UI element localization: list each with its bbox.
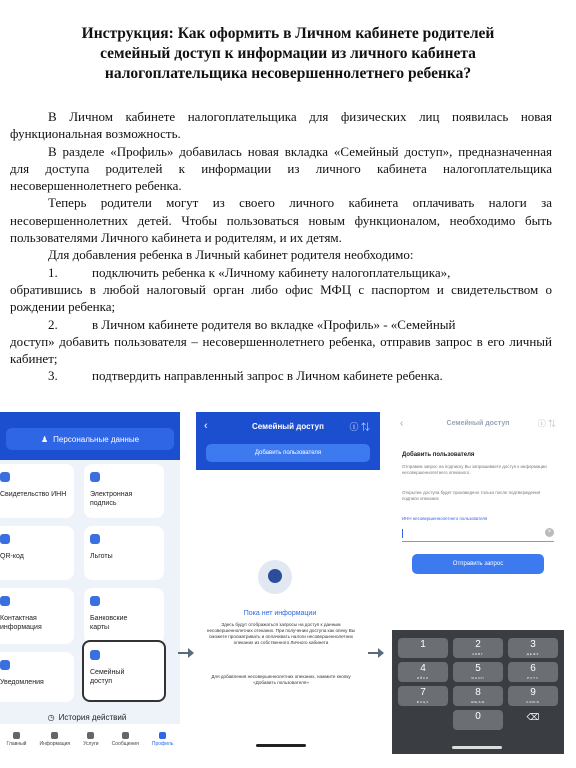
step-2	[10, 316, 552, 368]
send-request-button[interactable]: Отправить запрос	[412, 554, 544, 574]
card-contact-info[interactable]	[0, 588, 74, 644]
info-sort-icon[interactable]: ⓘ ⇅	[537, 419, 556, 428]
key-3[interactable]: 3 ДЕЖЗ	[508, 638, 558, 658]
body-text	[10, 108, 552, 385]
numeric-keypad	[392, 630, 564, 754]
tab-label: Профиль	[151, 740, 174, 747]
home-icon	[13, 732, 20, 739]
info-sort-icon[interactable]: ⓘ ⇅	[349, 422, 370, 432]
key-8[interactable]: 8 ШЩЪЫ	[453, 686, 503, 706]
card-label: Банковские карты	[90, 615, 128, 631]
arrow-right-icon	[368, 648, 384, 658]
key-2[interactable]: 2 АБВГ	[453, 638, 503, 658]
card-family-access[interactable]	[82, 640, 166, 702]
step-1	[10, 264, 552, 316]
card-benefits[interactable]	[84, 526, 164, 580]
card-bank-cards[interactable]	[84, 588, 164, 644]
card-inn-certificate[interactable]	[0, 464, 74, 518]
step-text: подтвердить направленный запрос в Личном кабинете ребенка.	[92, 368, 443, 384]
form-title: Добавить пользователя	[402, 452, 475, 458]
tab-services[interactable]	[83, 732, 98, 747]
history-label: История действий	[58, 712, 127, 722]
tab-profile[interactable]	[152, 732, 174, 747]
empty-state-text: Здесь будут отображаться запросы на доступ к данным несовершеннолетних отеканих. При получении доступа как опеку Вы сможете просматривать и оплачивать налоги несовершеннолетних опеканих из собственного Личного кабинета	[206, 622, 356, 645]
personal-data-button[interactable]	[6, 428, 174, 450]
profile-screenshot	[0, 412, 180, 754]
certificate-icon	[0, 472, 10, 482]
add-hint-text: Для добавления несовершеннолетних опеканих, нажмите кнопку «Добавить пользователя»	[211, 674, 351, 685]
card-qr-code[interactable]	[0, 526, 74, 580]
card-label: Контактная информация	[0, 615, 42, 631]
step-number: 3.	[48, 368, 58, 384]
arrow-right-icon	[178, 648, 194, 658]
form-text-1: Отправим запрос на подписку Вы запрашиваете доступ к информации несовершеннолетнего опеканого.	[402, 464, 547, 475]
key-6[interactable]: 6 РСТУ	[508, 662, 558, 682]
paragraph-1: В Личном кабинете налогоплательщика для физических лиц появилась новая функциональная возможность.	[10, 109, 552, 142]
card-label: Семейный доступ	[90, 669, 125, 685]
history-button[interactable]	[12, 710, 162, 724]
key-0[interactable]: 0	[453, 710, 503, 730]
profile-header	[0, 412, 180, 460]
card-e-signature[interactable]	[84, 464, 164, 518]
personal-data-label: Персональные данные	[53, 434, 140, 444]
card-label: Свидетельство ИНН	[0, 491, 67, 498]
screen-title: Семейный доступ	[446, 420, 510, 427]
clear-icon[interactable]: ×	[545, 528, 554, 537]
user-icon: ♟	[40, 434, 49, 444]
add-user-screenshot	[392, 412, 564, 754]
inn-field-label: ИНН несовершеннолетнего пользователя	[402, 516, 488, 521]
tab-label: Сообщения	[111, 740, 139, 747]
paragraph-3: Теперь родители могут из своего личного кабинета оплачивать налоги за несовершеннолетних детей. Чтобы пользоваться новым функционалом, необходимо быть пользователями Личного кабинета и родителям, и их детям.	[10, 195, 552, 246]
qr-icon	[0, 534, 10, 544]
card-label: Электронная подпись	[90, 491, 133, 507]
key-1[interactable]: 1	[398, 638, 448, 658]
title-line-3: налогоплательщика несовершеннолетнего ребенка?	[104, 65, 472, 82]
card-notifications[interactable]	[0, 652, 74, 702]
family-icon	[90, 650, 100, 660]
form-text-2: Открытие доступа будет произведено только после подтверждения подписи опеканих	[402, 490, 541, 501]
pen-icon	[90, 472, 100, 482]
info-icon	[51, 732, 58, 739]
back-icon[interactable]: ‹	[204, 420, 208, 432]
card-label: Льготы	[90, 553, 113, 560]
bell-icon	[0, 660, 10, 670]
step-continuation: доступ» добавить пользователя – несовершеннолетнего ребенка, отправив запрос в его личный кабинет;	[10, 333, 552, 367]
home-indicator	[452, 746, 502, 749]
family-access-screenshot	[196, 412, 380, 754]
benefits-icon	[90, 534, 100, 544]
grid-icon	[87, 732, 94, 739]
paragraph-4: Для добавления ребенка в Личный кабинет родителя необходимо:	[48, 247, 414, 263]
screen-title: Семейный доступ	[252, 422, 324, 431]
step-text: подключить ребенка к «Личному кабинету налогоплательщика»,	[92, 264, 451, 280]
tab-info[interactable]	[40, 732, 71, 747]
step-number: 2.	[48, 316, 58, 332]
page-title	[24, 24, 552, 84]
step-number: 1.	[48, 264, 58, 280]
family-avatar-icon	[258, 560, 292, 594]
text-cursor	[402, 529, 403, 538]
card-label: Уведомления	[0, 679, 44, 686]
card-label: QR-код	[0, 553, 24, 560]
family-access-header	[196, 412, 380, 470]
title-line-2: семейный доступ к информации из личного кабинета	[100, 45, 476, 62]
history-icon: ◷	[47, 712, 55, 722]
bottom-tab-bar	[0, 724, 180, 754]
step-text: в Личном кабинете родителя во вкладке «Профиль» - «Семейный	[92, 316, 456, 332]
step-3	[10, 367, 552, 384]
backspace-icon[interactable]: ⌫	[526, 712, 540, 722]
title-line-1: Инструкция: Как оформить в Личном кабинете родителей	[81, 25, 495, 42]
tab-label: Информация	[39, 740, 71, 747]
profile-icon	[159, 732, 166, 739]
tab-label: Услуги	[83, 740, 99, 747]
back-icon[interactable]: ‹	[400, 418, 404, 429]
contact-icon	[0, 596, 10, 606]
step-continuation: обратившись в любой налоговый орган либо офис МФЦ с паспортом и свидетельством о рождении ребенка;	[10, 281, 552, 315]
key-5[interactable]: 5 МНОП	[453, 662, 503, 682]
key-7[interactable]: 7 ФХЦЧ	[398, 686, 448, 706]
key-4[interactable]: 4 ИЙКЛ	[398, 662, 448, 682]
empty-state-title: Пока нет информации	[243, 610, 317, 617]
add-user-button[interactable]: Добавить пользователя	[206, 444, 370, 462]
tab-main[interactable]	[7, 732, 27, 747]
add-user-header	[392, 412, 564, 438]
inn-input[interactable]	[402, 527, 554, 542]
tab-label: Главный	[6, 740, 27, 747]
home-indicator	[256, 744, 306, 747]
message-icon	[122, 732, 129, 739]
paragraph-2: В разделе «Профиль» добавилась новая вкладка «Семейный доступ», предназначенная для доступа родителей к информации из личного кабинета налогоплательщика несовершеннолетнего ребенка.	[10, 143, 552, 194]
tab-messages[interactable]	[112, 732, 139, 747]
card-icon	[90, 596, 100, 606]
key-9[interactable]: 9 ЬЭЮЯ	[508, 686, 558, 706]
